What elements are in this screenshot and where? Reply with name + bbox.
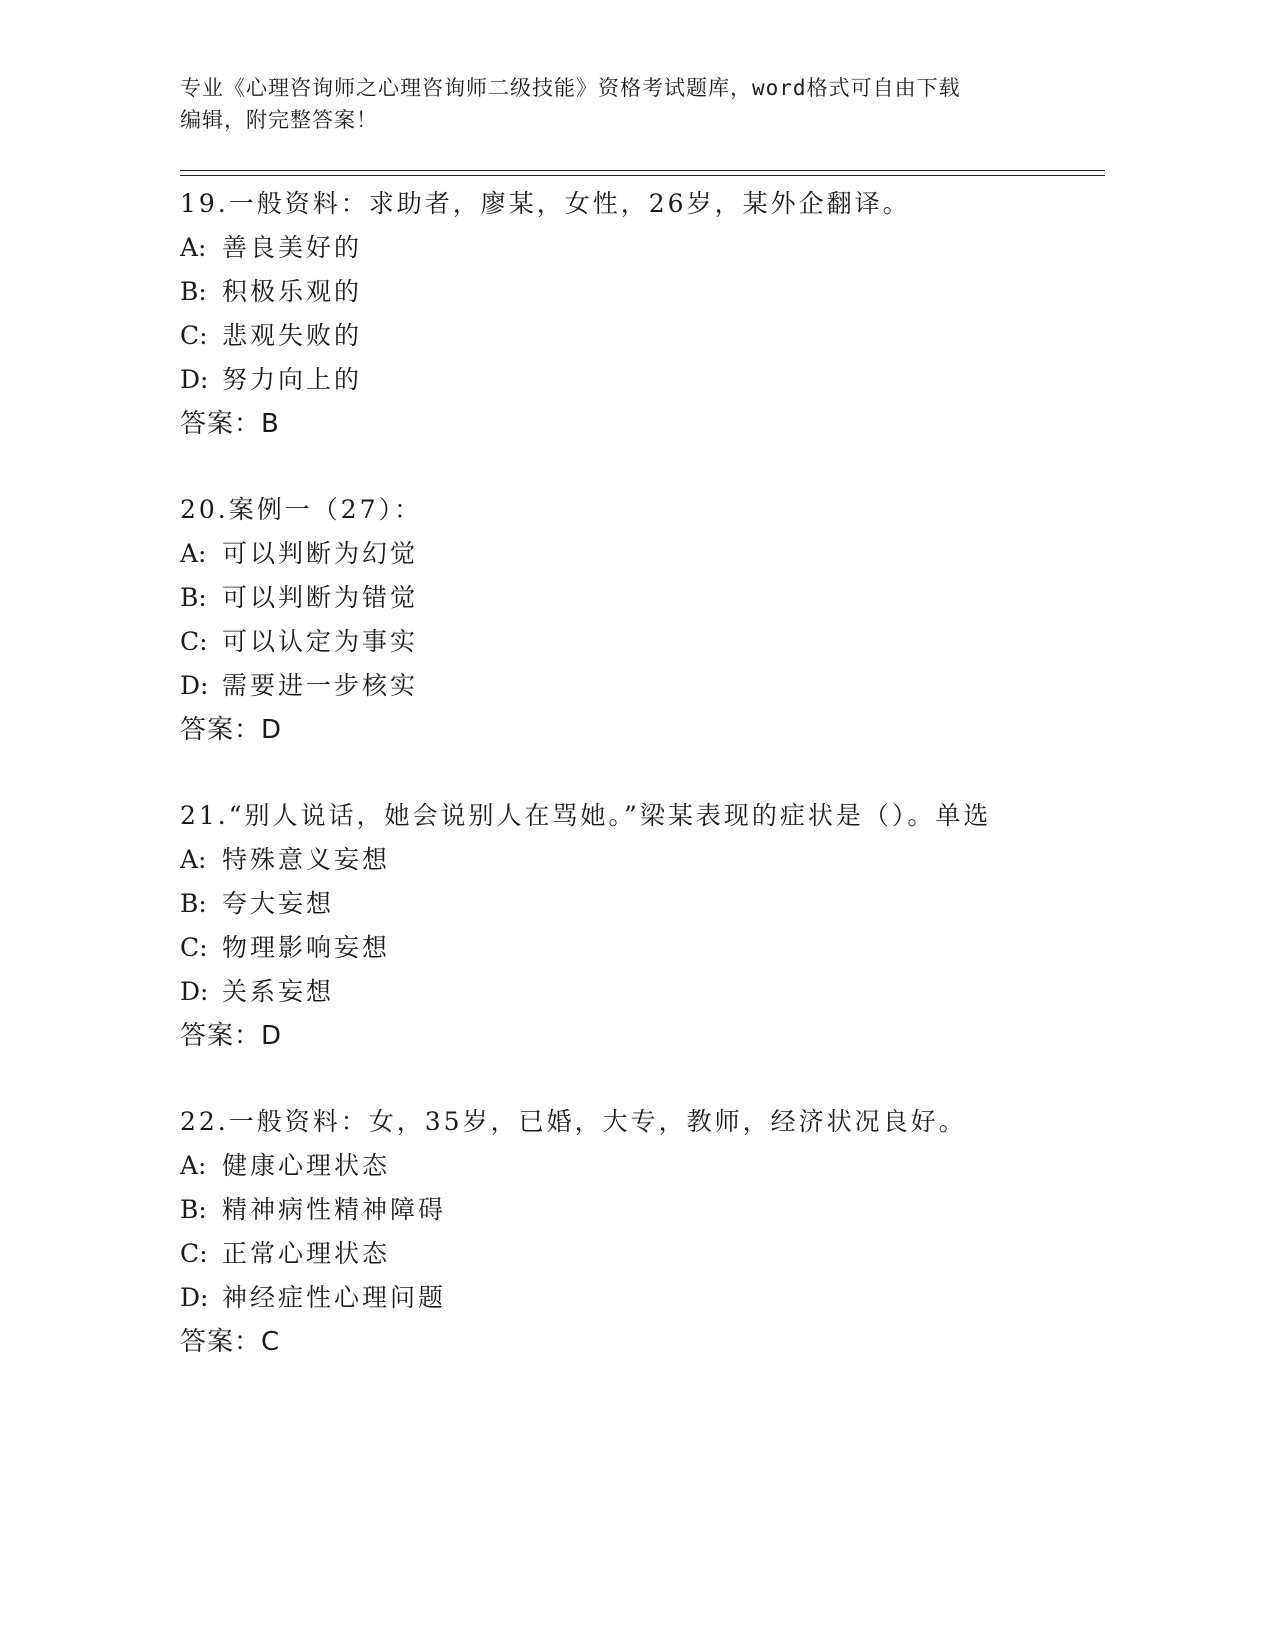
option-key: D: (180, 671, 209, 700)
option-key: C: (180, 321, 208, 350)
option-c (180, 1232, 1180, 1276)
question-stem: 20.案例一（27）： (180, 495, 423, 524)
option-key: D: (180, 1283, 209, 1312)
option-text: 可以认定为事实 (222, 627, 419, 656)
option-text: 需要进一步核实 (222, 671, 419, 700)
option-text: 关系妄想 (222, 977, 335, 1006)
question-22 (180, 1100, 1180, 1364)
option-key: A: (180, 539, 207, 568)
option-key: A: (180, 1151, 207, 1180)
option-d (180, 664, 1180, 708)
document-header (180, 72, 1060, 136)
option-text: 努力向上的 (222, 365, 363, 394)
option-text: 特殊意义妄想 (222, 845, 391, 874)
option-c (180, 926, 1180, 970)
option-d (180, 970, 1180, 1014)
option-text: 可以判断为错觉 (222, 583, 419, 612)
option-key: A: (180, 233, 207, 262)
option-text: 物理影响妄想 (222, 933, 391, 962)
header-divider-top (180, 170, 1105, 171)
option-key: C: (180, 1239, 208, 1268)
answer-line: 答案：B (180, 409, 280, 439)
answer-line: 答案：D (180, 715, 283, 745)
question-20 (180, 488, 1180, 752)
option-text: 积极乐观的 (222, 277, 363, 306)
option-text: 精神病性精神障碍 (222, 1195, 447, 1224)
option-text: 悲观失败的 (222, 321, 363, 350)
question-stem: 22.一般资料：女，35岁，已婚，大专，教师，经济状况良好。 (180, 1107, 967, 1136)
option-b (180, 1188, 1180, 1232)
option-key: B: (180, 277, 207, 306)
option-b (180, 270, 1180, 314)
option-key: D: (180, 977, 209, 1006)
option-text: 可以判断为幻觉 (222, 539, 419, 568)
header-line-1: 专业《心理咨询师之心理咨询师二级技能》资格考试题库，word格式可自由下载 (180, 76, 961, 100)
answer-line: 答案：D (180, 1021, 283, 1051)
option-key: D: (180, 365, 209, 394)
option-text: 善良美好的 (222, 233, 363, 262)
option-a (180, 226, 1180, 270)
option-b (180, 576, 1180, 620)
option-key: B: (180, 1195, 207, 1224)
question-stem: 19.一般资料：求助者，廖某，女性，26岁，某外企翻译。 (180, 189, 911, 218)
option-c (180, 620, 1180, 664)
answer-line: 答案：C (180, 1327, 281, 1357)
option-a (180, 838, 1180, 882)
option-key: C: (180, 627, 208, 656)
option-a (180, 1144, 1180, 1188)
option-text: 正常心理状态 (222, 1239, 391, 1268)
question-list (180, 182, 1180, 1406)
option-key: B: (180, 889, 207, 918)
option-text: 健康心理状态 (222, 1151, 391, 1180)
question-19 (180, 182, 1180, 446)
question-21 (180, 794, 1180, 1058)
option-a (180, 532, 1180, 576)
option-b (180, 882, 1180, 926)
option-text: 神经症性心理问题 (222, 1283, 447, 1312)
header-line-2: 编辑，附完整答案！ (180, 108, 378, 132)
option-key: A: (180, 845, 207, 874)
option-d (180, 358, 1180, 402)
option-c (180, 314, 1180, 358)
question-stem: 21.“别人说话，她会说别人在骂她。”梁某表现的症状是（）。单选 (180, 801, 992, 830)
option-d (180, 1276, 1180, 1320)
option-text: 夸大妄想 (222, 889, 335, 918)
option-key: C: (180, 933, 208, 962)
header-divider-bottom (180, 175, 1105, 176)
option-key: B: (180, 583, 207, 612)
